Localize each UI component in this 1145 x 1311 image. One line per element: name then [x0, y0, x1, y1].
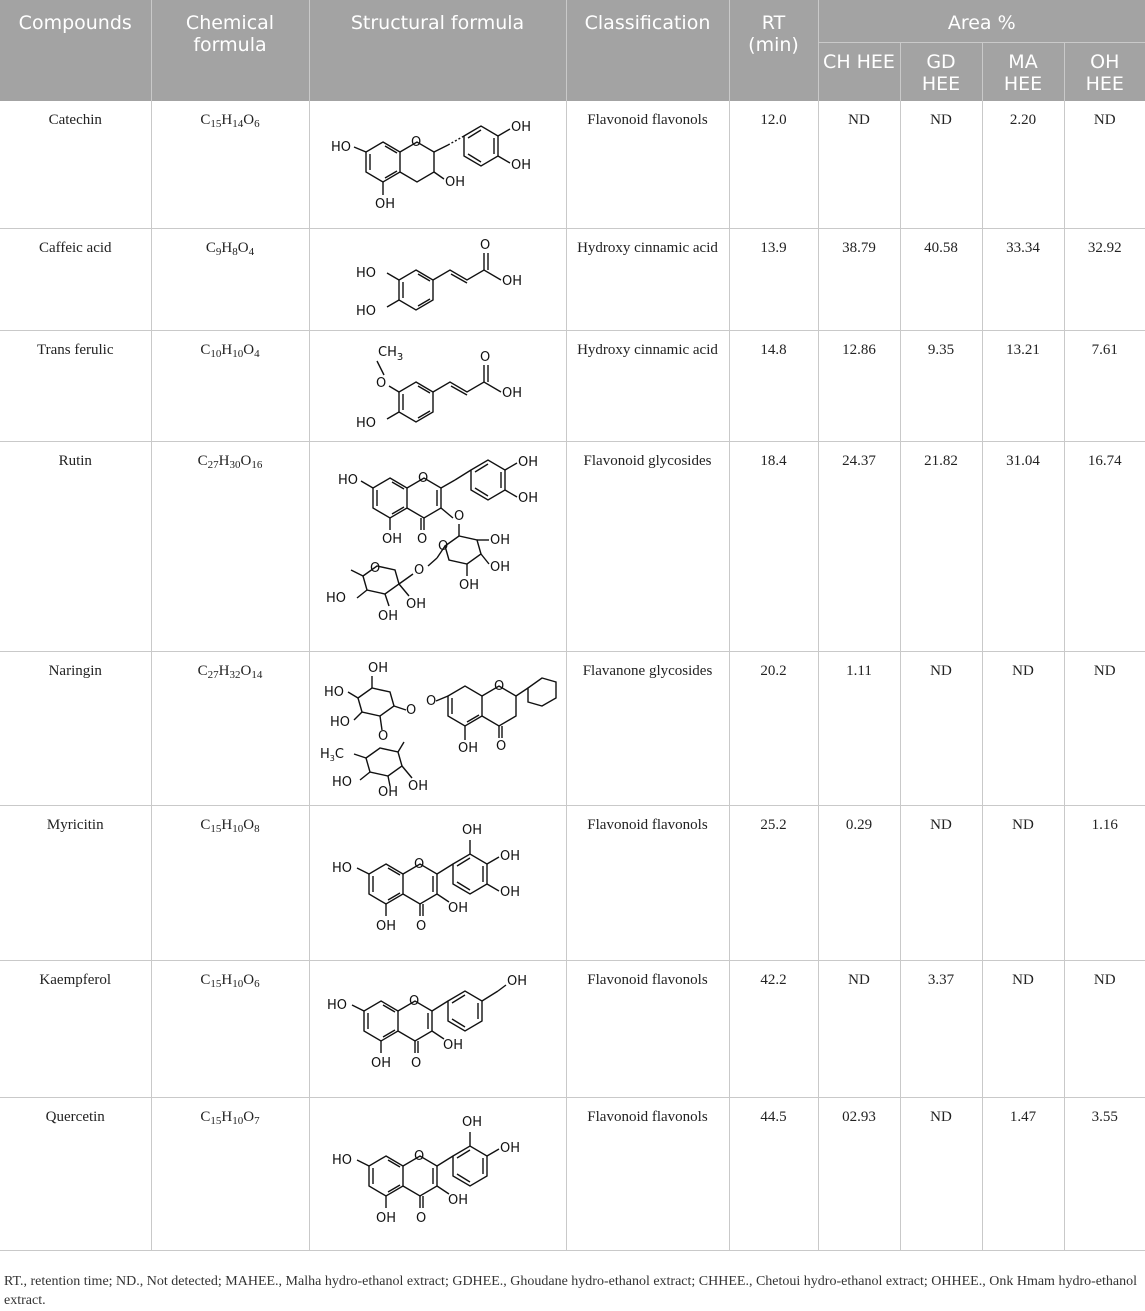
header-compounds: Compounds: [0, 0, 151, 101]
svg-text:OH: OH: [501, 385, 522, 401]
formula-element: H: [218, 662, 230, 679]
formula-element: O: [240, 662, 252, 679]
formula-element: O: [240, 452, 252, 469]
svg-text:O: O: [417, 470, 428, 486]
table-row: [0, 960, 1145, 1097]
svg-text:O: O: [375, 375, 386, 391]
quercetin-structure-image: [328, 1104, 548, 1244]
svg-text:OH: OH: [444, 175, 465, 190]
svg-text:OH: OH: [517, 454, 538, 470]
formula-element: O: [243, 341, 255, 358]
svg-text:OH: OH: [447, 1192, 468, 1208]
svg-text:HO: HO: [331, 860, 352, 876]
svg-text:OH: OH: [381, 531, 402, 547]
classification: Flavanone glycosides: [566, 651, 729, 805]
formula-subscript: 15: [210, 977, 222, 990]
formula-element: C: [205, 239, 216, 256]
chemical-formula: [151, 805, 309, 960]
formula-element: C: [200, 112, 211, 128]
rt-value: 13.9: [729, 228, 818, 330]
table-row: [0, 330, 1145, 441]
ch-hee-value: 0.29: [818, 805, 900, 960]
svg-text:O: O: [493, 678, 504, 694]
svg-text:O: O: [408, 993, 419, 1009]
formula-subscript: 10: [232, 1114, 244, 1127]
classification: Flavonoid glycosides: [566, 441, 729, 651]
gd-hee-value: ND: [900, 651, 982, 805]
svg-text:OH: OH: [377, 608, 398, 624]
svg-text:HO: HO: [331, 1152, 352, 1168]
gd-hee-value: ND: [900, 805, 982, 960]
ma-hee-value: 1.47: [982, 1097, 1064, 1250]
structural-formula: [309, 1097, 566, 1250]
svg-text:OH: OH: [367, 660, 388, 676]
formula-subscript: 8: [232, 245, 238, 258]
formula-subscript: 10: [232, 977, 244, 990]
formula-subscript: 4: [254, 347, 260, 360]
ch-hee-value: 24.37: [818, 441, 900, 651]
formula-subscript: 10: [232, 822, 244, 835]
formula-element: H: [221, 971, 233, 988]
formula-subscript: 14: [232, 118, 244, 130]
structural-formula: [309, 960, 566, 1097]
structural-formula: [309, 228, 566, 330]
header-gd-hee: GD HEE: [900, 43, 982, 102]
chemical-formula: [151, 960, 309, 1097]
ch-hee-value: 1.11: [818, 651, 900, 805]
svg-text:OH: OH: [517, 490, 538, 506]
ch-hee-value: 02.93: [818, 1097, 900, 1250]
ma-hee-value: 31.04: [982, 441, 1064, 651]
chemical-formula: [151, 1097, 309, 1250]
svg-text:O: O: [416, 531, 427, 547]
chemical-formula: [151, 228, 309, 330]
svg-text:O: O: [425, 693, 436, 709]
compound-name: Kaempferol: [0, 960, 151, 1097]
formula-subscript: 4: [248, 245, 255, 258]
chemical-formula: [151, 101, 309, 228]
catechin-structure-image: [323, 107, 553, 217]
header-ch-hee: CH HEE: [818, 43, 900, 102]
formula-subscript: 27: [207, 668, 219, 681]
compound-name: Quercetin: [0, 1097, 151, 1250]
svg-text:O: O: [495, 738, 506, 754]
header-area: Area %: [818, 0, 1145, 43]
header-structural-formula: Structural formula: [309, 0, 566, 101]
svg-text:O: O: [453, 508, 464, 524]
svg-text:HO: HO: [330, 140, 351, 155]
formula-subscript: 15: [210, 118, 222, 130]
formula-element: H: [221, 239, 233, 256]
header-rt: RT (min): [729, 0, 818, 101]
header-oh-hee: OH HEE: [1064, 43, 1145, 102]
kaempferol-structure-image: [323, 967, 553, 1091]
rutin-structure-image: [318, 448, 558, 646]
methyl-label: $CH_3$: [377, 344, 403, 363]
header-chemical-formula: Chemical formula: [151, 0, 309, 101]
svg-text:OH: OH: [458, 577, 479, 593]
svg-text:OH: OH: [499, 848, 520, 864]
chemical-formula: [151, 651, 309, 805]
classification: Hydroxy cinnamic acid: [566, 228, 729, 330]
gd-hee-value: ND: [900, 101, 982, 228]
structural-formula: [309, 805, 566, 960]
ma-hee-value: ND: [982, 651, 1064, 805]
ma-hee-value: 33.34: [982, 228, 1064, 330]
classification: Hydroxy cinnamic acid: [566, 330, 729, 441]
svg-text:HO: HO: [326, 997, 347, 1013]
gd-hee-value: 3.37: [900, 960, 982, 1097]
rt-value: 44.5: [729, 1097, 818, 1250]
oh-hee-value: 1.16: [1064, 805, 1145, 960]
svg-text:O: O: [413, 562, 424, 578]
formula-subscript: 6: [254, 118, 260, 130]
classification: Flavonoid flavonols: [566, 960, 729, 1097]
rt-value: 25.2: [729, 805, 818, 960]
svg-text:O: O: [479, 349, 490, 365]
formula-subscript: 10: [210, 347, 222, 360]
classification: Flavonoid flavonols: [566, 1097, 729, 1250]
header-row: [0, 0, 1145, 43]
svg-text:OH: OH: [457, 740, 478, 756]
formula-subscript: 15: [210, 822, 222, 835]
svg-text:OH: OH: [489, 559, 510, 575]
svg-text:OH: OH: [447, 900, 468, 916]
gd-hee-value: ND: [900, 1097, 982, 1250]
formula-element: O: [243, 1108, 255, 1125]
formula-subscript: 14: [251, 668, 263, 681]
compound-name: Trans ferulic: [0, 330, 151, 441]
formula-element: O: [237, 239, 249, 256]
rt-value: 42.2: [729, 960, 818, 1097]
compound-name: Catechin: [0, 101, 151, 228]
classification: Flavonoid flavonols: [566, 101, 729, 228]
formula-subscript: 32: [229, 668, 241, 681]
ch-hee-value: 12.86: [818, 330, 900, 441]
svg-text:O: O: [415, 918, 426, 934]
ma-hee-value: 2.20: [982, 101, 1064, 228]
svg-text:HO: HO: [355, 303, 376, 319]
formula-element: O: [243, 112, 255, 128]
formula-element: C: [197, 452, 208, 469]
svg-text:OH: OH: [489, 532, 510, 548]
table-row: [0, 101, 1145, 228]
formula-element: H: [221, 1108, 233, 1125]
svg-text:O: O: [405, 702, 416, 718]
formula-element: H: [221, 341, 233, 358]
svg-text:OH: OH: [506, 973, 527, 989]
header-ma-hee: MA HEE: [982, 43, 1064, 102]
rt-value: 12.0: [729, 101, 818, 228]
formula-element: H: [221, 112, 233, 128]
gd-hee-value: 40.58: [900, 228, 982, 330]
svg-text:HO: HO: [355, 265, 376, 281]
structural-formula: [309, 330, 566, 441]
svg-text:OH: OH: [370, 1055, 391, 1071]
trans-ferulic-structure-image: [338, 337, 538, 435]
table-footnote: RT., retention time; ND., Not detected; MAHEE., Malha hydro-ethanol extract; GDHEE., Ghoudane hydro-ethanol extract; CHHEE., Chetoui hydro-ethanol extract; OHHEE., Onk Hmam hydro-ethanol extract.: [4, 1274, 1137, 1308]
structural-formula: [309, 441, 566, 651]
table-row: [0, 1097, 1145, 1250]
table-row: [0, 805, 1145, 960]
structural-formula: [309, 651, 566, 805]
formula-element: C: [200, 971, 211, 988]
ch-hee-value: 38.79: [818, 228, 900, 330]
svg-text:OH: OH: [510, 158, 531, 173]
formula-subscript: 30: [229, 458, 241, 471]
gd-hee-value: 21.82: [900, 441, 982, 651]
svg-text:OH: OH: [461, 1114, 482, 1130]
structural-formula: [309, 101, 566, 228]
svg-text:OH: OH: [377, 784, 398, 800]
ch-hee-value: ND: [818, 960, 900, 1097]
formula-element: H: [218, 452, 230, 469]
svg-text:OH: OH: [442, 1037, 463, 1053]
svg-text:O: O: [415, 1210, 426, 1226]
methyl-label: $H_3C$: [319, 746, 344, 763]
rt-value: 18.4: [729, 441, 818, 651]
ma-hee-value: ND: [982, 960, 1064, 1097]
oh-hee-value: ND: [1064, 960, 1145, 1097]
svg-text:HO: HO: [325, 590, 346, 606]
svg-text:HO: HO: [337, 472, 358, 488]
svg-text:OH: OH: [375, 1210, 396, 1226]
myricitin-structure-image: [328, 812, 548, 952]
svg-text:O: O: [369, 560, 380, 576]
oh-hee-value: 3.55: [1064, 1097, 1145, 1250]
svg-text:O: O: [410, 135, 421, 150]
formula-element: O: [243, 971, 255, 988]
svg-text:OH: OH: [374, 197, 395, 212]
svg-text:OH: OH: [499, 884, 520, 900]
formula-subscript: 10: [232, 347, 244, 360]
formula-element: C: [197, 662, 208, 679]
compound-name: Caffeic acid: [0, 228, 151, 330]
formula-subscript: 6: [254, 977, 260, 990]
svg-text:HO: HO: [331, 774, 352, 790]
rt-value: 20.2: [729, 651, 818, 805]
oh-hee-value: ND: [1064, 651, 1145, 805]
formula-element: O: [243, 816, 255, 833]
table-row: [0, 228, 1145, 330]
svg-text:HO: HO: [355, 415, 376, 431]
svg-text:HO: HO: [323, 684, 344, 700]
svg-text:O: O: [437, 538, 448, 554]
rt-value: 14.8: [729, 330, 818, 441]
compound-name: Naringin: [0, 651, 151, 805]
formula-subscript: 8: [254, 822, 260, 835]
formula-element: C: [200, 1108, 211, 1125]
svg-text:OH: OH: [499, 1140, 520, 1156]
svg-text:O: O: [413, 1148, 424, 1164]
formula-subscript: 15: [210, 1114, 222, 1127]
table-row: [0, 651, 1145, 805]
svg-text:O: O: [413, 856, 424, 872]
chemical-formula: [151, 330, 309, 441]
table-row: [0, 441, 1145, 651]
ma-hee-value: 13.21: [982, 330, 1064, 441]
svg-text:HO: HO: [329, 714, 350, 730]
oh-hee-value: 7.61: [1064, 330, 1145, 441]
formula-element: C: [200, 341, 211, 358]
oh-hee-value: ND: [1064, 101, 1145, 228]
classification: Flavonoid flavonols: [566, 805, 729, 960]
formula-subscript: 27: [207, 458, 219, 471]
oh-hee-value: 16.74: [1064, 441, 1145, 651]
formula-subscript: 16: [251, 458, 263, 471]
naringin-structure-image: [318, 658, 558, 800]
ma-hee-value: ND: [982, 805, 1064, 960]
caffeic-acid-structure-image: [338, 235, 538, 323]
header-classification: Classification: [566, 0, 729, 101]
formula-element: H: [221, 816, 233, 833]
gd-hee-value: 9.35: [900, 330, 982, 441]
svg-text:OH: OH: [405, 596, 426, 612]
formula-subscript: 9: [215, 245, 222, 258]
ch-hee-value: ND: [818, 101, 900, 228]
svg-text:OH: OH: [461, 822, 482, 838]
formula-element: C: [200, 816, 211, 833]
svg-text:OH: OH: [375, 918, 396, 934]
svg-text:O: O: [410, 1055, 421, 1071]
compound-name: Myricitin: [0, 805, 151, 960]
compound-name: Rutin: [0, 441, 151, 651]
svg-text:O: O: [479, 237, 490, 253]
chemical-formula: [151, 441, 309, 651]
svg-text:OH: OH: [407, 778, 428, 794]
svg-text:OH: OH: [501, 273, 522, 289]
formula-subscript: 7: [254, 1114, 260, 1127]
oh-hee-value: 32.92: [1064, 228, 1145, 330]
svg-text:OH: OH: [510, 120, 531, 135]
svg-text:O: O: [377, 728, 388, 744]
